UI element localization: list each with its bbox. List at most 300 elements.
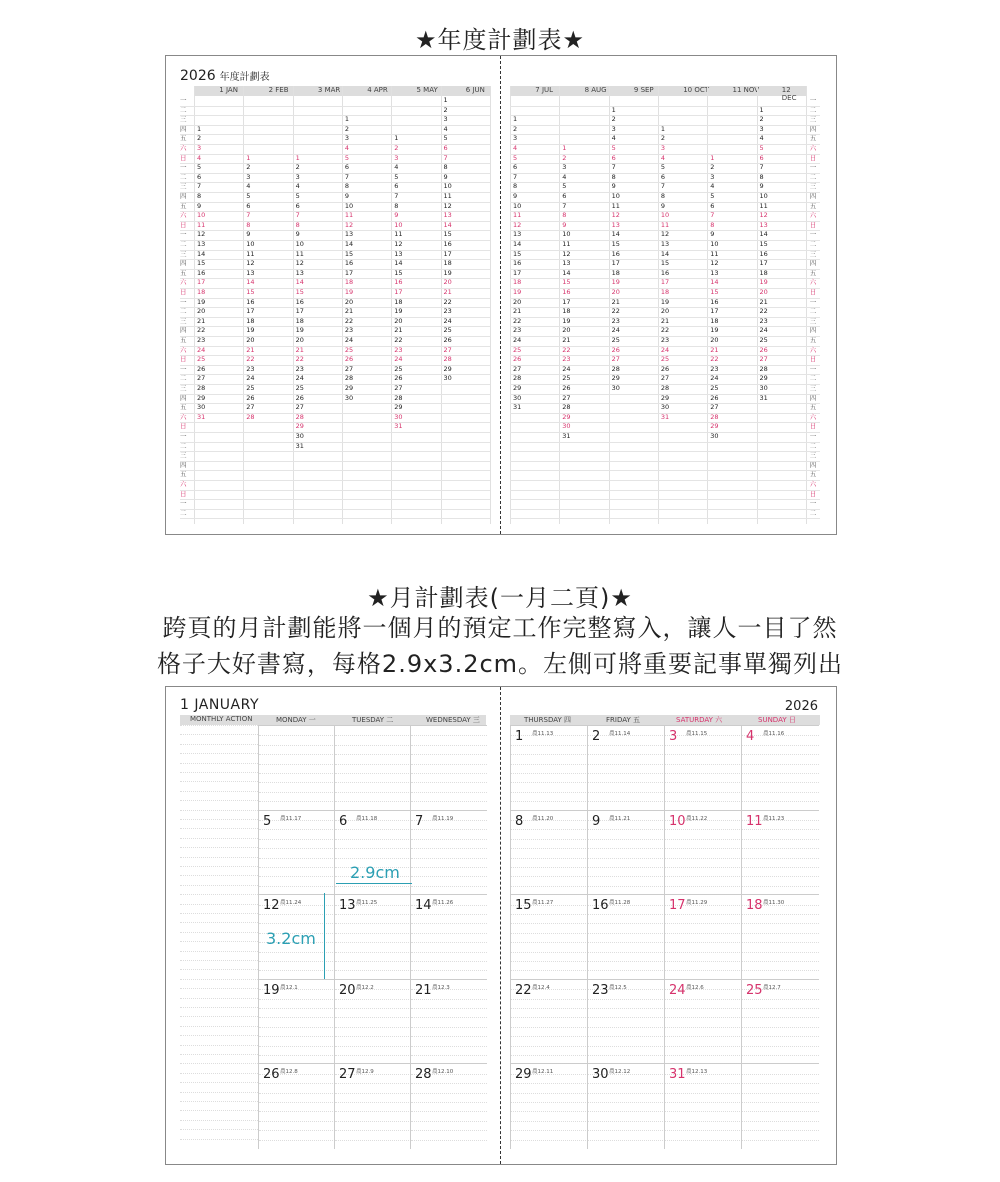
yearly-day: 14 — [611, 230, 620, 239]
yearly-day: 22 — [295, 355, 304, 364]
writing-line — [335, 1017, 411, 1018]
day-number: 13 — [339, 898, 356, 914]
action-line — [180, 1016, 258, 1017]
day-cell[interactable] — [741, 810, 819, 896]
writing-line — [511, 1055, 588, 1056]
yearly-day: 11 — [759, 201, 768, 210]
yearly-day: 27 — [443, 345, 452, 354]
yearly-day: 22 — [611, 307, 620, 316]
width-measure-line — [336, 883, 412, 884]
weekday-label: 五 — [809, 336, 817, 344]
yearly-day: 11 — [611, 201, 620, 210]
writing-line — [742, 876, 819, 877]
yearly-day: 12 — [611, 211, 620, 220]
yearly-day: 7 — [710, 211, 715, 220]
writing-line — [411, 1046, 487, 1047]
writing-line — [742, 1008, 819, 1009]
yearly-day: 8 — [344, 182, 350, 191]
writing-line — [665, 1121, 742, 1122]
yearly-day: 12 — [443, 201, 452, 210]
weekday-label: 三 — [809, 384, 817, 392]
weekday-label: 六 — [180, 480, 187, 488]
yearly-day: 5 — [660, 163, 666, 172]
writing-line — [259, 1121, 335, 1122]
lunar-date: 農11.20 — [532, 815, 554, 822]
writing-line — [742, 933, 819, 934]
writing-line — [742, 886, 819, 887]
day-number: 19 — [263, 982, 280, 998]
writing-line — [665, 952, 742, 953]
weekday-label: 日 — [809, 489, 817, 498]
yearly-day: 21 — [443, 288, 452, 296]
yearly-day: 25 — [710, 384, 719, 392]
writing-line — [259, 1111, 335, 1112]
writing-line — [335, 829, 411, 830]
writing-line — [259, 1083, 335, 1084]
weekday-label: 三 — [809, 316, 817, 325]
day-number: 12 — [263, 898, 280, 914]
action-line — [180, 1092, 258, 1093]
yearly-day: 20 — [394, 316, 403, 325]
action-line — [180, 1120, 258, 1121]
writing-line — [335, 1121, 411, 1122]
day-cell[interactable] — [510, 979, 588, 1065]
writing-line — [411, 1140, 487, 1141]
action-line — [180, 913, 258, 914]
yearly-day: 4 — [660, 153, 666, 162]
writing-line — [665, 764, 742, 765]
writing-line — [259, 1017, 335, 1018]
yearly-day: 24 — [710, 374, 719, 383]
action-line — [180, 725, 258, 726]
writing-line — [588, 801, 665, 802]
day-cell[interactable] — [741, 1063, 819, 1149]
writing-line — [511, 1008, 588, 1009]
yearly-day: 24 — [759, 326, 768, 335]
writing-line — [411, 839, 487, 840]
writing-line — [335, 961, 411, 962]
day-number: 24 — [669, 982, 686, 998]
writing-line — [511, 1036, 588, 1037]
writing-line — [511, 829, 588, 830]
yearly-day: 4 — [562, 172, 567, 181]
action-line — [180, 969, 258, 970]
yearly-day: 6 — [246, 201, 251, 210]
day-cell[interactable] — [334, 1063, 411, 1149]
writing-line — [511, 1083, 588, 1084]
yearly-day: 18 — [295, 316, 304, 325]
yearly-month-label: 3 MAR — [317, 86, 341, 94]
writing-line — [588, 782, 665, 783]
day-cell[interactable] — [334, 725, 411, 811]
day-cell[interactable] — [664, 1063, 742, 1149]
yearly-day: 9 — [710, 230, 715, 239]
yearly-day: 26 — [513, 355, 522, 364]
yearly-day: 31 — [197, 412, 206, 421]
writing-line — [335, 1036, 411, 1037]
day-cell[interactable] — [741, 894, 819, 980]
width-measure-label: 2.9cm — [350, 863, 400, 882]
writing-line — [335, 858, 411, 859]
yearly-day: 5 — [295, 192, 300, 200]
yearly-day: 21 — [710, 345, 719, 354]
writing-line — [588, 1130, 665, 1131]
lunar-date: 農11.15 — [686, 731, 708, 737]
yearly-day: 19 — [394, 307, 403, 316]
day-cell[interactable] — [664, 810, 742, 896]
yearly-day: 29 — [394, 403, 403, 412]
yearly-day: 23 — [759, 316, 768, 325]
yearly-day: 26 — [246, 393, 255, 402]
yearly-day: 17 — [660, 278, 670, 287]
yearly-day: 28 — [295, 412, 304, 421]
writing-line — [259, 876, 335, 877]
yearly-row — [180, 509, 490, 520]
writing-line — [742, 858, 819, 859]
yearly-day: 8 — [513, 182, 518, 191]
day-cell[interactable] — [664, 979, 742, 1065]
writing-line — [335, 848, 411, 849]
yearly-day: 28 — [443, 355, 452, 364]
yearly-day: 18 — [562, 307, 571, 316]
yearly-day: 11 — [513, 211, 522, 220]
yearly-day: 20 — [443, 278, 452, 287]
day-cell[interactable] — [258, 725, 335, 811]
weekday-label: 日 — [809, 288, 817, 296]
day-number: 30 — [592, 1067, 609, 1083]
day-cell[interactable] — [664, 894, 742, 980]
writing-line — [411, 745, 487, 746]
yearly-day: 1 — [295, 153, 300, 162]
yearly-day: 10 — [246, 240, 255, 248]
yearly-day: 5 — [344, 153, 350, 162]
writing-line — [665, 933, 742, 934]
day-cell[interactable] — [410, 979, 487, 1065]
writing-line — [588, 1093, 665, 1094]
day-cell[interactable] — [258, 1063, 335, 1149]
weekday-label: 五 — [180, 201, 187, 210]
writing-line — [259, 858, 335, 859]
day-cell[interactable] — [334, 894, 411, 980]
writing-line — [411, 1102, 487, 1103]
action-line — [180, 932, 258, 933]
writing-line — [259, 782, 335, 783]
yearly-day: 20 — [660, 307, 670, 316]
yearly-day: 11 — [295, 249, 304, 258]
writing-line — [411, 829, 487, 830]
yearly-day: 8 — [562, 211, 567, 220]
writing-line — [511, 1046, 588, 1047]
writing-line — [335, 1140, 411, 1141]
day-number: 15 — [515, 898, 532, 914]
writing-line — [511, 933, 588, 934]
writing-line — [335, 782, 411, 783]
action-line — [180, 1007, 258, 1008]
yearly-day: 7 — [660, 182, 666, 191]
writing-line — [742, 952, 819, 953]
day-cell[interactable] — [510, 810, 588, 896]
yearly-month-label: 6 JUN — [465, 86, 485, 94]
action-line — [180, 894, 258, 895]
yearly-day: 22 — [759, 307, 768, 316]
writing-line — [588, 970, 665, 971]
yearly-day: 10 — [660, 211, 670, 220]
yearly-day: 23 — [197, 336, 206, 344]
writing-line — [665, 1111, 742, 1112]
writing-line — [259, 1130, 335, 1131]
yearly-day: 30 — [394, 412, 403, 421]
yearly-day: 6 — [513, 163, 518, 172]
yearly-day: 16 — [344, 259, 354, 268]
writing-line — [588, 923, 665, 924]
yearly-day: 1 — [562, 144, 567, 152]
lunar-date: 農11.30 — [763, 900, 785, 907]
yearly-day: 17 — [197, 278, 206, 287]
yearly-day: 23 — [710, 364, 719, 373]
weekday-label: 一 — [809, 364, 817, 373]
day-cell[interactable] — [510, 725, 588, 811]
yearly-day: 23 — [660, 336, 670, 344]
yearly-day: 6 — [710, 201, 715, 210]
lunar-date: 農12.7 — [763, 984, 781, 991]
lunar-date: 農12.12 — [609, 1069, 631, 1076]
day-number: 17 — [669, 898, 686, 914]
weekday-label: 六 — [809, 144, 817, 152]
yearly-day: 27 — [513, 364, 522, 373]
yearly-day: 21 — [394, 326, 403, 335]
height-measure-line — [324, 893, 325, 979]
day-cell[interactable] — [587, 725, 665, 811]
weekday-label: 六 — [180, 144, 187, 152]
yearly-day: 9 — [295, 230, 300, 239]
writing-line — [742, 1055, 819, 1056]
writing-line — [665, 1130, 742, 1131]
day-cell[interactable] — [741, 725, 819, 811]
yearly-day: 9 — [513, 192, 518, 200]
writing-line — [411, 782, 487, 783]
day-cell[interactable] — [258, 810, 335, 896]
yearly-day: 6 — [611, 153, 616, 162]
day-number: 3 — [669, 729, 678, 744]
day-cell[interactable] — [510, 894, 588, 980]
yearly-day: 7 — [562, 201, 567, 210]
yearly-day: 18 — [394, 297, 403, 306]
writing-line — [511, 876, 588, 877]
day-cell[interactable] — [741, 979, 819, 1065]
weekday-label: 一 — [180, 96, 187, 104]
weekday-label: 二 — [180, 508, 187, 517]
yearly-day: 16 — [611, 249, 620, 258]
yearly-day: 9 — [344, 192, 350, 200]
weekday-label: 五 — [180, 403, 187, 412]
weekday-label: 五 — [809, 470, 817, 479]
day-cell[interactable] — [258, 979, 335, 1065]
day-cell[interactable] — [410, 1063, 487, 1149]
action-line — [180, 1101, 258, 1102]
yearly-day: 18 — [660, 288, 670, 296]
day-number: 2 — [592, 729, 601, 744]
writing-line — [411, 1093, 487, 1094]
yearly-day: 22 — [513, 316, 522, 325]
day-cell[interactable] — [664, 725, 742, 811]
yearly-day: 12 — [513, 220, 522, 229]
day-cell[interactable] — [410, 894, 487, 980]
yearly-day: 30 — [443, 374, 452, 383]
yearly-day: 4 — [344, 144, 350, 152]
yearly-day: 17 — [611, 259, 620, 268]
yearly-day: 27 — [295, 403, 304, 412]
yearly-day: 19 — [344, 288, 354, 296]
lunar-date: 農12.13 — [686, 1069, 708, 1076]
yearly-day: 1 — [710, 153, 715, 162]
yearly-day: 16 — [660, 268, 670, 277]
action-line — [180, 800, 258, 801]
yearly-day: 29 — [710, 422, 719, 431]
yearly-day: 2 — [513, 124, 518, 133]
weekday-label: 日 — [809, 422, 817, 431]
writing-line — [335, 801, 411, 802]
yearly-day: 1 — [394, 134, 399, 143]
yearly-day: 25 — [344, 345, 354, 354]
yearly-title-text: 年度計劃表 — [219, 72, 270, 83]
action-line — [180, 988, 258, 989]
day-cell[interactable] — [334, 979, 411, 1065]
yearly-day: 17 — [759, 259, 768, 268]
yearly-day: 24 — [394, 355, 403, 364]
yearly-column-line — [490, 86, 491, 524]
weekday-label: 五 — [180, 470, 187, 479]
yearly-title — [180, 68, 270, 84]
yearly-day: 26 — [562, 384, 571, 392]
weekday-label: 二 — [180, 240, 187, 248]
yearly-day: 31 — [295, 441, 304, 450]
monthly-planner-heading: ★月計劃表(一月二頁)★ — [367, 584, 633, 612]
yearly-day: 19 — [295, 326, 304, 335]
yearly-day: 27 — [611, 355, 620, 364]
writing-line — [588, 961, 665, 962]
action-line — [180, 763, 258, 764]
weekday-header: MONDAY 一 — [276, 716, 316, 724]
yearly-day: 18 — [759, 268, 768, 277]
yearly-month-label: 7 JUL — [535, 86, 554, 94]
writing-line — [665, 1046, 742, 1047]
yearly-day: 2 — [344, 124, 350, 133]
height-measure-label: 3.2cm — [266, 929, 316, 948]
writing-line — [588, 1017, 665, 1018]
weekday-header: FRIDAY 五 — [606, 716, 640, 724]
weekday-label: 日 — [180, 355, 187, 364]
yearly-day: 29 — [344, 384, 354, 392]
yearly-day: 3 — [295, 172, 300, 181]
yearly-day: 23 — [513, 326, 522, 335]
yearly-month-label: 5 MAY — [416, 86, 438, 94]
yearly-day: 13 — [394, 249, 403, 258]
writing-line — [411, 1017, 487, 1018]
weekday-label: 六 — [809, 345, 817, 354]
yearly-day: 25 — [246, 384, 255, 392]
yearly-day: 4 — [394, 163, 399, 172]
yearly-day: 8 — [443, 163, 448, 172]
description-line-1: 跨頁的月計劃能將一個月的預定工作完整寫入，讓人一目了然 — [162, 614, 838, 642]
weekday-label: 三 — [180, 249, 187, 258]
weekday-header: SUNDAY 日 — [758, 716, 796, 724]
yearly-day: 9 — [443, 172, 448, 181]
writing-line — [511, 1102, 588, 1103]
yearly-day: 30 — [197, 403, 206, 412]
yearly-day: 24 — [246, 374, 255, 383]
writing-line — [411, 886, 487, 887]
writing-line — [588, 942, 665, 943]
yearly-planner-spread — [165, 55, 837, 535]
weekday-label: 三 — [809, 451, 817, 460]
yearly-day: 26 — [759, 345, 768, 354]
day-number: 26 — [263, 1067, 280, 1083]
yearly-month-label: 11 NOV — [732, 86, 760, 94]
writing-line — [588, 792, 665, 793]
yearly-day: 10 — [295, 240, 304, 248]
day-cell[interactable] — [587, 894, 665, 980]
yearly-day: 27 — [344, 364, 354, 373]
action-line — [180, 885, 258, 886]
yearly-month-label: 10 OCT — [683, 86, 709, 94]
yearly-day: 25 — [394, 364, 403, 373]
writing-line — [665, 1093, 742, 1094]
day-cell[interactable] — [410, 725, 487, 811]
weekday-label: 一 — [180, 297, 187, 306]
yearly-day: 16 — [513, 259, 522, 268]
lunar-date: 農11.13 — [532, 731, 554, 737]
writing-line — [665, 839, 742, 840]
yearly-day: 12 — [197, 230, 206, 239]
lunar-date: 農11.24 — [280, 900, 302, 907]
yearly-day: 17 — [562, 297, 571, 306]
day-cell[interactable] — [587, 810, 665, 896]
lunar-date: 農12.1 — [280, 984, 298, 991]
yearly-day: 7 — [513, 172, 518, 181]
day-cell[interactable] — [587, 979, 665, 1065]
yearly-day: 19 — [443, 268, 452, 277]
day-number: 25 — [746, 982, 763, 998]
yearly-day: 4 — [246, 182, 251, 191]
day-number: 16 — [592, 898, 609, 914]
writing-line — [335, 839, 411, 840]
yearly-day: 3 — [660, 144, 666, 152]
yearly-day: 6 — [660, 172, 666, 181]
yearly-day: 19 — [710, 326, 719, 335]
weekday-label: 六 — [809, 412, 817, 421]
writing-line — [742, 829, 819, 830]
day-cell[interactable] — [587, 1063, 665, 1149]
action-line — [180, 1045, 258, 1046]
yearly-day: 22 — [443, 297, 452, 306]
yearly-day: 20 — [611, 288, 620, 296]
writing-line — [259, 1036, 335, 1037]
yearly-row — [510, 509, 820, 520]
writing-line — [665, 782, 742, 783]
writing-line — [742, 848, 819, 849]
writing-line — [511, 1017, 588, 1018]
yearly-day: 20 — [759, 288, 768, 296]
action-line — [180, 1082, 258, 1083]
yearly-day: 18 — [197, 288, 206, 296]
writing-line — [742, 764, 819, 765]
day-cell[interactable] — [510, 1063, 588, 1149]
weekday-label: 二 — [809, 172, 817, 181]
day-cell[interactable] — [410, 810, 487, 896]
yearly-day: 23 — [611, 316, 620, 325]
yearly-day: 5 — [562, 182, 567, 191]
yearly-day: 28 — [394, 393, 403, 402]
